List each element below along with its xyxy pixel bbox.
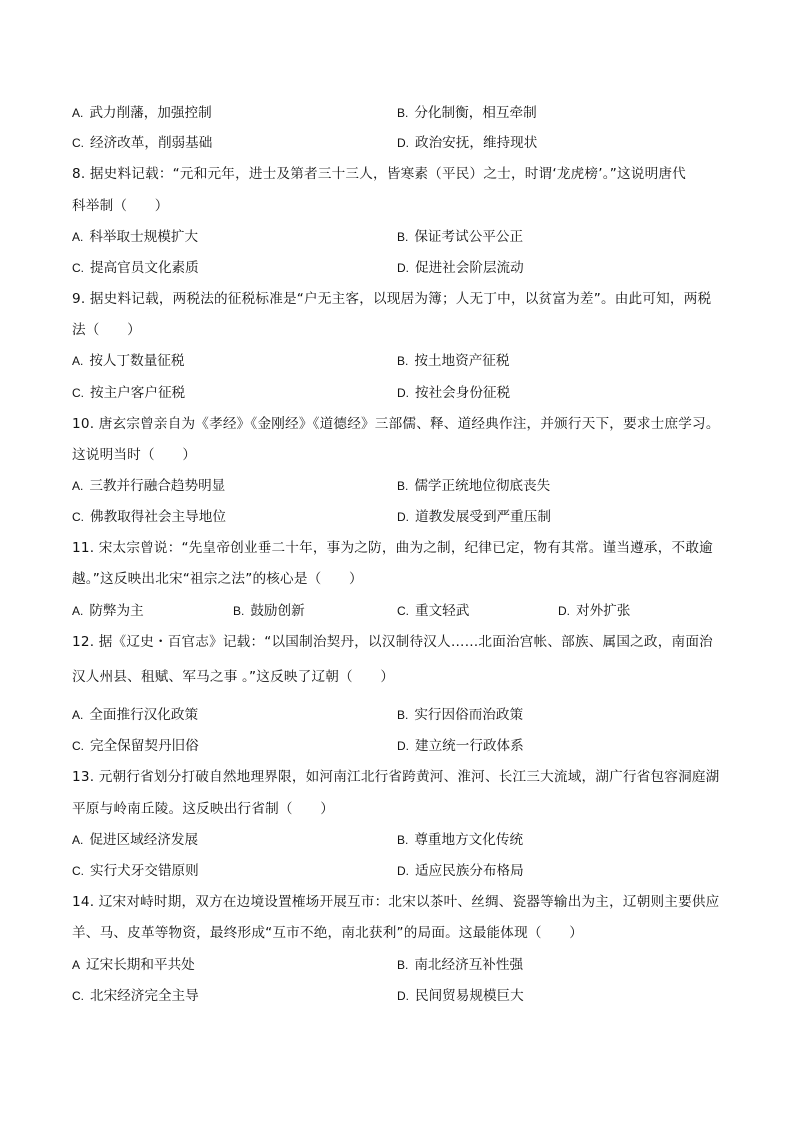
option-label: A. [72, 106, 84, 120]
option-label: A [72, 958, 81, 972]
q14-option-a[interactable] [72, 956, 195, 974]
q8-option-c[interactable] [72, 259, 199, 277]
q14-option-c[interactable] [72, 987, 199, 1005]
option-label: A. [72, 354, 84, 368]
option-text: 分化制衡，相互牵制 [414, 105, 537, 121]
q13-stem-line-1: 13. 元朝行省划分打破自然地理界限，如河南江北行省跨黄河、淮河、长江三大流域，湖广行省包容洞庭湖 [72, 769, 720, 785]
q8-stem-line-1: 8. 据史料记载：“元和元年，进士及第者三十三人，皆寒素（平民）之士，时谓‘龙虎榜’。”这说明唐代 [72, 166, 686, 182]
q13-option-d[interactable] [397, 862, 524, 880]
option-text: 按主户客户征税 [90, 385, 186, 401]
option-text: 科举取士规模扩大 [89, 229, 199, 245]
option-text: 佛教取得社会主导地位 [90, 509, 226, 525]
q14-option-d[interactable] [397, 987, 524, 1005]
q12-stem-line-2: 汉人州县、租赋、军马之事 。”这反映了辽朝（ ） [72, 669, 395, 685]
option-text: 重文轻武 [415, 603, 470, 619]
option-text: 北宋经济完全主导 [90, 988, 199, 1004]
option-label: A. [72, 230, 84, 244]
q9-option-a[interactable] [72, 352, 185, 370]
option-label: C. [397, 604, 409, 618]
q11-option-a[interactable] [72, 602, 144, 620]
option-text: 按土地资产征税 [414, 353, 510, 369]
q9-option-b[interactable] [397, 352, 510, 370]
option-text: 建立统一行政体系 [415, 738, 524, 754]
option-text: 辽宋长期和平共处 [86, 957, 195, 973]
q13-option-b[interactable] [397, 831, 523, 849]
q11-option-c[interactable] [397, 602, 469, 620]
option-text: 保证考试公平公正 [414, 229, 524, 245]
option-text: 按人丁数量征税 [89, 353, 185, 369]
option-text: 经济改革，削弱基础 [90, 135, 213, 151]
option-text: 政治安抚，维持现状 [415, 135, 538, 151]
q14-stem-line-2: 羊、马、皮革等物资，最终形成“互市不绝，南北获利”的局面。这最能体现（ ） [72, 925, 584, 941]
q11-stem-line-2: 越。”这反映出北宋“祖宗之法”的核心是（ ） [72, 571, 363, 587]
option-text: 武力削藩，加强控制 [89, 105, 212, 121]
option-label: B. [397, 958, 409, 972]
q10-option-b[interactable] [397, 477, 550, 495]
option-label: C. [72, 864, 84, 878]
q8-option-a[interactable] [72, 228, 198, 246]
option-text: 实行因俗而治政策 [414, 707, 524, 723]
q13-option-c[interactable] [72, 862, 199, 880]
option-text: 尊重地方文化传统 [414, 832, 524, 848]
option-text: 南北经济互补性强 [414, 957, 524, 973]
q13-option-a[interactable] [72, 831, 198, 849]
option-text: 完全保留契丹旧俗 [90, 738, 199, 754]
q12-option-d[interactable] [397, 737, 524, 755]
q14-option-b[interactable] [397, 956, 523, 974]
q13-stem-line-2: 平原与岭南丘陵。这反映出行省制（ ） [72, 801, 335, 817]
option-label: D. [397, 261, 409, 275]
option-label: A. [72, 604, 84, 618]
option-label: D. [397, 739, 409, 753]
q8-option-d[interactable] [397, 259, 524, 277]
option-label: A. [72, 833, 84, 847]
option-text: 三教并行融合趋势明显 [89, 478, 226, 494]
option-label: B. [397, 833, 409, 847]
option-text: 促进社会阶层流动 [415, 260, 524, 276]
option-text: 鼓励创新 [250, 603, 305, 619]
option-text: 按社会身份征税 [415, 385, 511, 401]
option-label: B. [397, 354, 409, 368]
q7-option-c[interactable] [72, 134, 212, 152]
option-text: 道教发展受到严重压制 [415, 509, 551, 525]
q10-stem-line-1: 10. 唐玄宗曾亲自为《孝经》《金刚经》《道德经》三部儒、释、道经典作注，并颁行天下，要求士庶学习。 [72, 416, 720, 432]
option-text: 对外扩张 [576, 603, 631, 619]
q8-option-b[interactable] [397, 228, 523, 246]
option-label: A. [72, 708, 84, 722]
option-label: B. [397, 106, 409, 120]
q12-option-a[interactable] [72, 706, 198, 724]
option-label: C. [72, 261, 84, 275]
option-label: C. [72, 989, 84, 1003]
q14-stem-line-1: 14. 辽宋对峙时期，双方在边境设置榷场开展互市：北宋以茶叶、丝绸、瓷器等输出为主，辽朝则主要供应 [72, 894, 720, 910]
q8-stem-line-2: 科举制（ ） [72, 198, 169, 214]
option-label: C. [72, 136, 84, 150]
q9-option-d[interactable] [397, 384, 510, 402]
option-label: C. [72, 386, 84, 400]
option-text: 适应民族分布格局 [415, 863, 524, 879]
q7-option-a[interactable] [72, 104, 212, 122]
q10-option-c[interactable] [72, 508, 226, 526]
q10-option-a[interactable] [72, 477, 225, 495]
q9-stem-line-2: 法（ ） [72, 322, 141, 338]
q9-option-c[interactable] [72, 384, 185, 402]
q9-stem-line-1: 9. 据史料记载，两税法的征税标准是“户无主客，以现居为簿；人无丁中，以贫富为差”。由此可知，两税 [72, 291, 712, 307]
option-label: D. [397, 989, 409, 1003]
q12-option-b[interactable] [397, 706, 523, 724]
q11-option-d[interactable] [558, 602, 630, 620]
option-text: 促进区域经济发展 [89, 832, 199, 848]
option-label: B. [397, 708, 409, 722]
q12-stem-line-1: 12. 据《辽史・百官志》记载：“以国制治契丹，以汉制待汉人……北面治宫帐、部族、属国之政，南面治 [72, 634, 713, 650]
q11-option-b[interactable] [233, 602, 305, 620]
option-text: 全面推行汉化政策 [89, 707, 199, 723]
option-label: D. [558, 604, 570, 618]
option-label: D. [397, 864, 409, 878]
option-label: D. [397, 136, 409, 150]
option-label: B. [397, 479, 409, 493]
q11-stem-line-1: 11. 宋太宗曾说：“先皇帝创业垂二十年，事为之防，曲为之制，纪律已定，物有其常。谨当遵承，不敢逾 [72, 540, 713, 556]
option-label: C. [72, 510, 84, 524]
q7-option-b[interactable] [397, 104, 537, 122]
option-label: B. [233, 604, 245, 618]
option-label: A. [72, 479, 84, 493]
option-label: D. [397, 510, 409, 524]
option-label: B. [397, 230, 409, 244]
q10-option-d[interactable] [397, 508, 551, 526]
option-text: 实行犬牙交错原则 [90, 863, 199, 879]
q12-option-c[interactable] [72, 737, 199, 755]
option-text: 儒学正统地位彻底丧失 [414, 478, 551, 494]
q7-option-d[interactable] [397, 134, 537, 152]
q10-stem-line-2: 这说明当时（ ） [72, 447, 197, 463]
option-text: 民间贸易规模巨大 [415, 988, 524, 1004]
option-label: D. [397, 386, 409, 400]
option-label: C. [72, 739, 84, 753]
option-text: 提高官员文化素质 [90, 260, 199, 276]
option-text: 防弊为主 [89, 603, 144, 619]
